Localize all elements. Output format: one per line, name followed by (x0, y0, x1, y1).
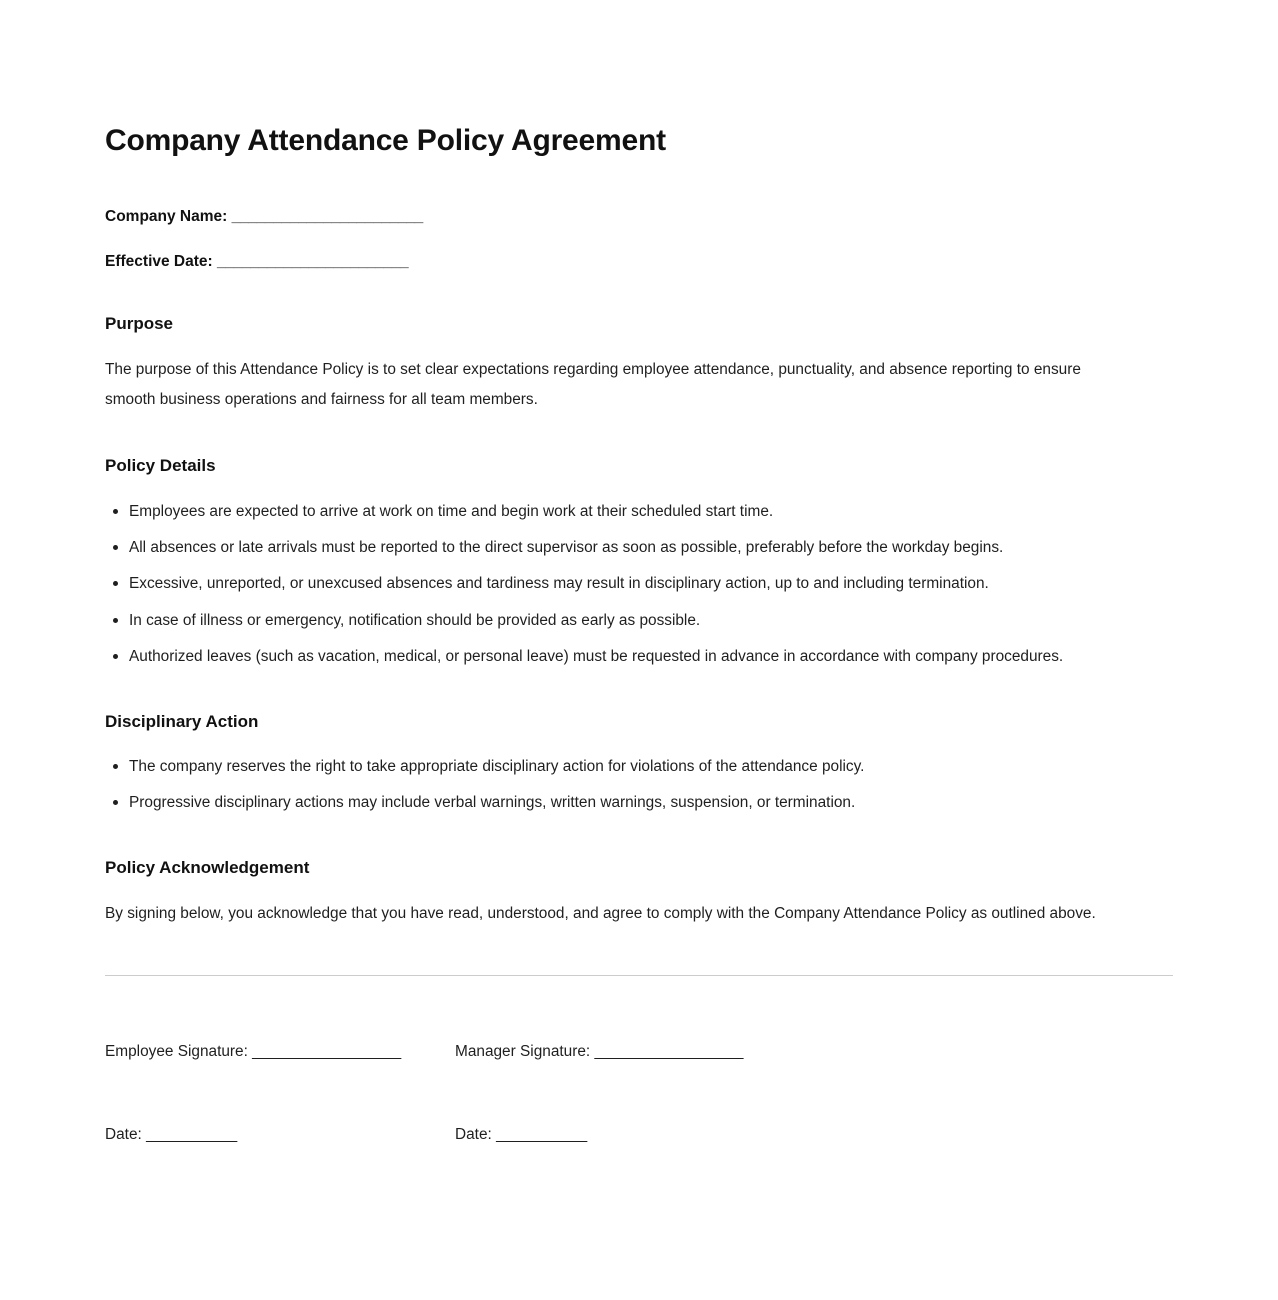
effective-date-blank[interactable]: _______________________ (217, 252, 409, 270)
employee-date-field (105, 1123, 455, 1146)
list-item: Authorized leaves (such as vacation, medical, or personal leave) must be requested in advance in accordance with company procedures. (129, 643, 1173, 670)
policy-details-heading: Policy Details (105, 456, 216, 476)
list-item: In case of illness or emergency, notification should be provided as early as possible. (129, 607, 1173, 634)
header-fields (105, 206, 1173, 273)
employee-date-blank[interactable]: ___________ (146, 1125, 237, 1143)
company-name-blank[interactable]: _______________________ (231, 208, 423, 226)
document-content (105, 0, 1173, 1146)
manager-signature-label: Manager Signature: (455, 1042, 591, 1060)
effective-date-field (105, 251, 1173, 273)
section-policy-acknowledgement (105, 857, 1173, 929)
section-purpose (105, 313, 1173, 415)
company-name-field (105, 206, 1173, 228)
policy-acknowledgement-heading: Policy Acknowledgement (105, 857, 310, 877)
effective-date-label: Effective Date: (105, 252, 213, 270)
employee-date-label: Date: (105, 1125, 142, 1143)
manager-signature-blank[interactable]: __________________ (594, 1042, 744, 1060)
page-title: Company Attendance Policy Agreement (105, 124, 666, 157)
company-name-label: Company Name: (105, 208, 228, 226)
employee-signature-label: Employee Signature: (105, 1042, 248, 1060)
employee-signature-field (105, 1040, 455, 1063)
list-item: Progressive disciplinary actions may include verbal warnings, written warnings, suspension, or termination. (129, 789, 1173, 816)
signature-row (105, 1040, 1173, 1063)
list-item: All absences or late arrivals must be reported to the direct supervisor as soon as possible, preferably before the workday begins. (129, 534, 1173, 561)
section-disciplinary-action (105, 711, 1173, 817)
section-divider (105, 975, 1173, 976)
purpose-heading: Purpose (105, 314, 174, 334)
manager-date-blank[interactable]: ___________ (496, 1125, 587, 1143)
manager-signature-field (455, 1040, 743, 1063)
disciplinary-action-list (105, 753, 1173, 817)
purpose-body: The purpose of this Attendance Policy is to set clear expectations regarding employee attendance, punctuality, and absence reporting to ensure smooth business operations and fairness for all team members. (105, 361, 1081, 409)
manager-date-label: Date: (455, 1125, 492, 1143)
section-policy-details (105, 455, 1173, 670)
policy-details-list (105, 498, 1173, 671)
disciplinary-action-heading: Disciplinary Action (105, 711, 259, 731)
list-item: The company reserves the right to take appropriate disciplinary action for violations of the attendance policy. (129, 753, 1173, 780)
list-item: Employees are expected to arrive at work on time and begin work at their scheduled start time. (129, 498, 1173, 525)
manager-date-field (455, 1123, 587, 1146)
list-item: Excessive, unreported, or unexcused absences and tardiness may result in disciplinary action, up to and including termination. (129, 570, 1173, 597)
employee-signature-blank[interactable]: __________________ (252, 1042, 401, 1060)
date-row (105, 1123, 1173, 1146)
policy-acknowledgement-body: By signing below, you acknowledge that you have read, understood, and agree to comply with the Company Attendance Policy as outlined above. (105, 904, 1096, 922)
signature-block (105, 1040, 1173, 1146)
